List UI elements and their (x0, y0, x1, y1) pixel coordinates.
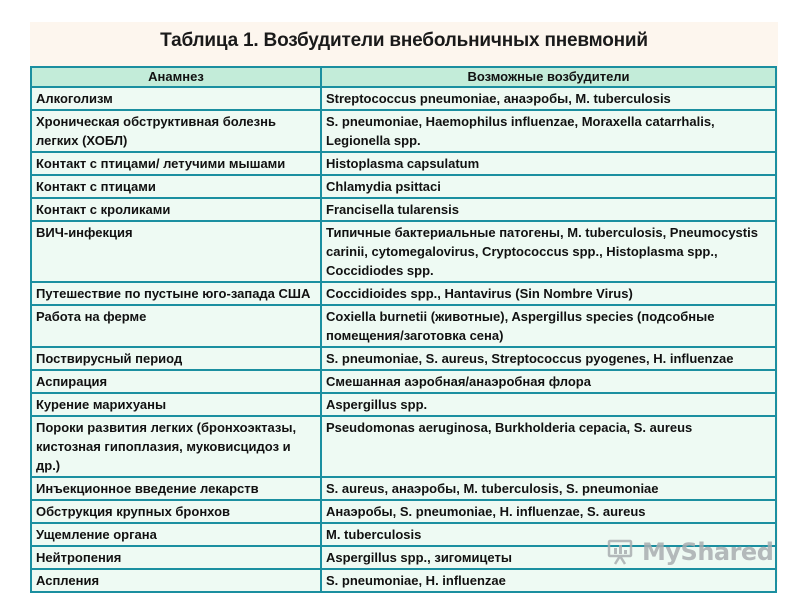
table-row (31, 305, 776, 347)
pathogens-table (30, 66, 777, 593)
anamnesis-cell: Работа на ферме (31, 305, 321, 347)
anamnesis-cell: Поствирусный период (31, 347, 321, 370)
anamnesis-cell: Контакт с птицами/ летучими мышами (31, 152, 321, 175)
pathogens-cell: Streptococcus pneumoniae, анаэробы, M. tuberculosis (321, 87, 776, 110)
presentation-board-icon (606, 539, 636, 565)
anamnesis-cell: Путешествие по пустыне юго-запада США (31, 282, 321, 305)
table-row (31, 282, 776, 305)
pathogens-cell: Histoplasma capsulatum (321, 152, 776, 175)
anamnesis-cell: ВИЧ-инфекция (31, 221, 321, 282)
table-row (31, 477, 776, 500)
table-row (31, 347, 776, 370)
table-row (31, 152, 776, 175)
pathogens-cell: Chlamydia psittaci (321, 175, 776, 198)
table-row (31, 569, 776, 592)
anamnesis-cell: Нейтропения (31, 546, 321, 569)
anamnesis-cell: Хроническая обструктивная болезнь легких (ХОБЛ) (31, 110, 321, 152)
watermark-text: MyShared (642, 538, 774, 566)
anamnesis-cell: Алкоголизм (31, 87, 321, 110)
pathogens-cell: Анаэробы, S. pneumoniae, H. influenzae, S. aureus (321, 500, 776, 523)
anamnesis-cell: Инъекционное введение лекарств (31, 477, 321, 500)
pathogens-cell: Смешанная аэробная/анаэробная флора (321, 370, 776, 393)
table-row (31, 221, 776, 282)
table-row (31, 416, 776, 477)
anamnesis-cell: Обструкция крупных бронхов (31, 500, 321, 523)
table-row (31, 198, 776, 221)
pathogens-cell: Типичные бактериальные патогены, M. tuberculosis, Pneumocystis carinii, cytomegalovirus, Cryptococcus spp., Histoplasma spp., Coccidiodes spp. (321, 221, 776, 282)
anamnesis-cell: Контакт с кроликами (31, 198, 321, 221)
table-row (31, 175, 776, 198)
header-anamnesis: Анамнез (31, 67, 321, 87)
table-row (31, 87, 776, 110)
table-row (31, 500, 776, 523)
header-pathogens: Возможные возбудители (321, 67, 776, 87)
table-header-row (31, 67, 776, 87)
anamnesis-cell: Контакт с птицами (31, 175, 321, 198)
pathogens-cell: S. pneumoniae, S. aureus, Streptococcus pyogenes, H. influenzae (321, 347, 776, 370)
pathogens-cell: Aspergillus spp., зигомицеты (321, 546, 776, 569)
table-row (31, 110, 776, 152)
anamnesis-cell: Аспления (31, 569, 321, 592)
pathogens-cell: S. pneumoniae, H. influenzae (321, 569, 776, 592)
table-row (31, 370, 776, 393)
anamnesis-cell: Ущемление органа (31, 523, 321, 546)
anamnesis-cell: Пороки развития легких (бронхоэктазы, кистозная гипоплазия, муковисцидоз и др.) (31, 416, 321, 477)
pathogens-cell: Aspergillus spp. (321, 393, 776, 416)
pathogens-cell: Francisella tularensis (321, 198, 776, 221)
pathogens-cell: S. aureus, анаэробы, M. tuberculosis, S. pneumoniae (321, 477, 776, 500)
pathogens-cell: Pseudomonas aeruginosa, Burkholderia cepacia, S. aureus (321, 416, 776, 477)
watermark (606, 538, 773, 566)
pathogens-cell: S. pneumoniae, Haemophilus influenzae, Moraxella catarrhalis, Legionella spp. (321, 110, 776, 152)
table-title: Таблица 1. Возбудители внебольничных пневмоний (160, 30, 648, 51)
anamnesis-cell: Аспирация (31, 370, 321, 393)
pathogens-cell: M. tuberculosis (321, 523, 776, 546)
pathogens-cell: Coccidioides spp., Hantavirus (Sin Nombre Virus) (321, 282, 776, 305)
pathogens-cell: Coxiella burnetii (животные), Aspergillus species (подсобные помещения/заготовка сена) (321, 305, 776, 347)
anamnesis-cell: Курение марихуаны (31, 393, 321, 416)
table-row (31, 393, 776, 416)
